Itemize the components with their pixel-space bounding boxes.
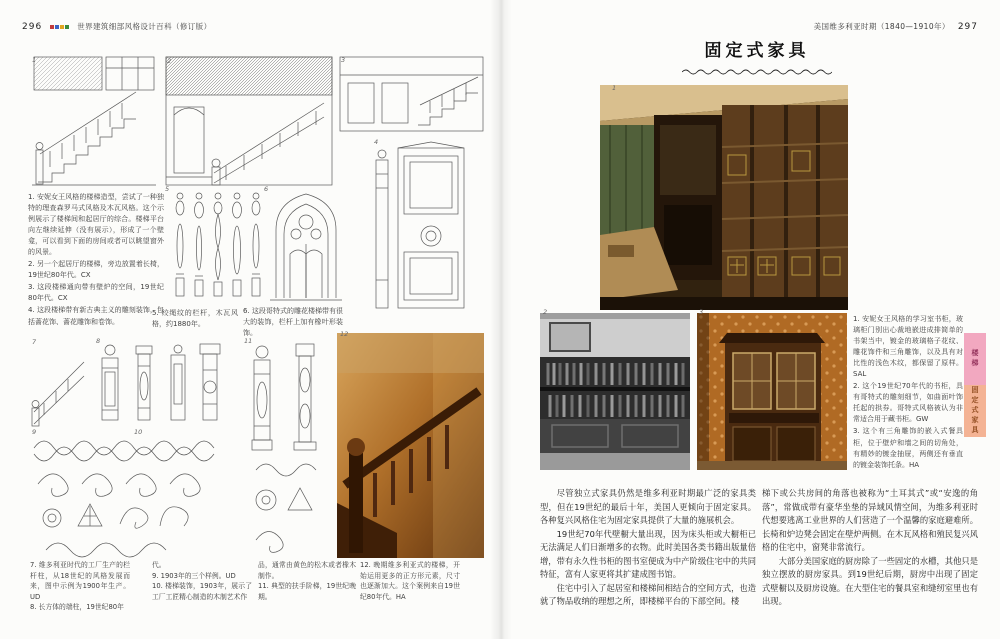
bottom-captions-col3: 品，通常由黄色的松木或者橡木制作。 11. 典型的扶手阶梯，19世纪晚期。 [258,561,356,601]
figure-number: 10 [134,428,143,436]
edge-tab-fixed-furniture: 固定式家具 [964,385,986,437]
right-caption-3: 3. 这个有三角雕饰的嵌入式餐具柜，位于壁炉和墙之间的切角处，有精妙的镀金抽屉，两侧还有垂直的镀金装饰托条。HA [853,427,963,469]
figure-number: 12 [340,330,349,338]
newel-posts-drawing [94,340,234,430]
figure-number: 6 [264,185,269,193]
left-captions-1-4 [28,192,164,329]
figure-number: 2 [543,308,548,316]
wavy-underline [682,68,832,76]
figure-number: 3 [699,308,704,316]
figure-number: 1 [612,84,617,92]
carved-posts-drawing [242,340,334,558]
figure-number: 9 [32,428,37,436]
bookcase-bw-photo [540,313,690,470]
figure-number: 11 [244,337,253,345]
figure-number: 1 [32,56,37,64]
right-page-header [814,21,978,32]
caption-4: 4. 这段楼梯带有新古典主义的雕刻装饰，包括蔷花饰、蔷花雕饰和卷饰。 [28,306,164,326]
left-header-title: 世界建筑细部风格设计百科（修订版） [77,22,212,31]
right-caption-1: 1. 安妮女王风格的学习室书柜，玻璃柜门别出心裁地嵌进成排简单的书架当中，镀金的玻璃格子花纹、雕花饰件和三角雕饰，以及具有对比性的浅色木纹，都保留了原样。SAL [853,315,963,379]
bottom-captions-col4: 12. 晚期维多利亚式的楼梯，开始运用更多的正方形元素，尺寸也逐渐加大。这个案例来自19世纪80年代。HA [360,561,460,601]
bottom-captions-col1: 7. 维多利亚时代的工厂生产的栏杆柱，从18世纪的风格发展而来，图中示例为1900年生产。UD 8. 长方体的端柱，19世纪80年 [30,561,130,612]
publisher-logo-icon [50,25,69,29]
left-page-header [22,21,212,32]
stair-fretwork-drawing [30,54,160,190]
bottom-captions-col2: 代。 9. 1903年的三个样例。UD 10. 楼梯装饰，1903年，展示了工厂工匠精心制造的木制艺术作 [152,561,252,601]
turned-balusters-drawing [170,188,266,302]
right-header-title: 美国维多利亚时期（1840—1910年） [813,22,950,31]
body-text-col2: 梯下或公共房间的角落也被称为“土耳其式”或“安逸的角落”，常做成带有豪华坐垫的异域风情空间，为维多利亚时代想要逃离工业世界的人们营造了一个温馨的家庭避难所。长椅和炉边凳会固定在壁炉两侧。在木瓦风格和殖民复兴风格的住宅中，窗凳非常流行。 大部分美国家庭的厨房除了一些固定的水槽，其他只是独立摆放的厨房家具。到19世纪后期，厨房中出现了固定式壁橱以及厨房设施。在大型住宅的餐具室和缝纫室里也有出现。 [762,488,978,607]
caption-5: 5. 绞绳纹的栏杆，木瓦风格，约1880年。 [152,309,238,329]
handrail-drawing [30,342,88,428]
section-title: 固定式家具 [704,41,810,61]
figure-number: 3 [341,56,346,64]
figure-number: 2 [167,57,172,65]
caption-2: 2. 另一个起居厅的楼梯，旁边放置着长椅，19世纪80年代。CX [28,260,164,280]
caption-3: 3. 这段楼梯通向带有壁炉的空间，19世纪80年代。CX [28,283,164,303]
staircase-photo [337,333,484,558]
left-page-number: 296 [22,21,43,32]
figure-number: 4 [374,138,379,146]
figure-number: 5 [165,185,170,193]
figure-number: 7 [32,338,37,346]
body-text-col1: 尽管独立式家具仍然是维多利亚时期最广泛的家具类型，但在19世纪的最后十年，美国人更倾向于固定家具。各种复兴风格住宅为固定家具提供了大量的施展机会。 19世纪70年代壁橱大量出现，因为床头柜或大橱柜已无法满足人们日渐增多的衣物。此时美国各类书籍出版量倍增，带有永久性书柜的图书室便成为中产阶级住宅中的共同特征，富有人家更将其扩建成图书馆。 住宅中引入了起居室和楼梯间相结合的空间方式，也造就了物品收纳的理想之所，即楼梯平台的下部空间。楼 [540,488,756,607]
right-page-number: 297 [957,21,978,32]
corner-cabinet-photo [697,313,847,470]
edge-tab-stairs: 楼梯 [964,333,986,385]
scroll-ornaments-drawing [30,432,235,558]
stair-panel-drawing [338,55,485,133]
interior-room-photo [600,85,848,310]
section-title-block [681,36,833,80]
figure-number: 8 [96,337,101,345]
right-caption-2: 2. 这个19世纪70年代的书柜，具有哥特式的雕刻细节，如曲面叶饰托起的拱券。哥特式风格被认为非常适合用于藏书柜。GW [853,382,963,424]
newel-panel-drawing [372,140,482,312]
right-photo-captions [853,314,963,472]
page-gutter [490,0,512,639]
gothic-panel-drawing [268,188,344,302]
stair-perspective-drawing [164,55,334,187]
caption-1: 1. 安妮女王风格的楼梯造型，尝试了一种独特的理查森罗马式风格及木瓦风格。这个示例展示了楼梯间和起居厅的综合。楼梯平台向左继续延伸（没有展示），形成了一个壁龛，可以看到下面的房间或者可以眺望窗外的风景。 [28,193,164,257]
caption-6: 6. 这段哥特式的雕花楼梯带有很大的装饰，栏杆上加有橡叶形装饰。 [243,307,343,338]
